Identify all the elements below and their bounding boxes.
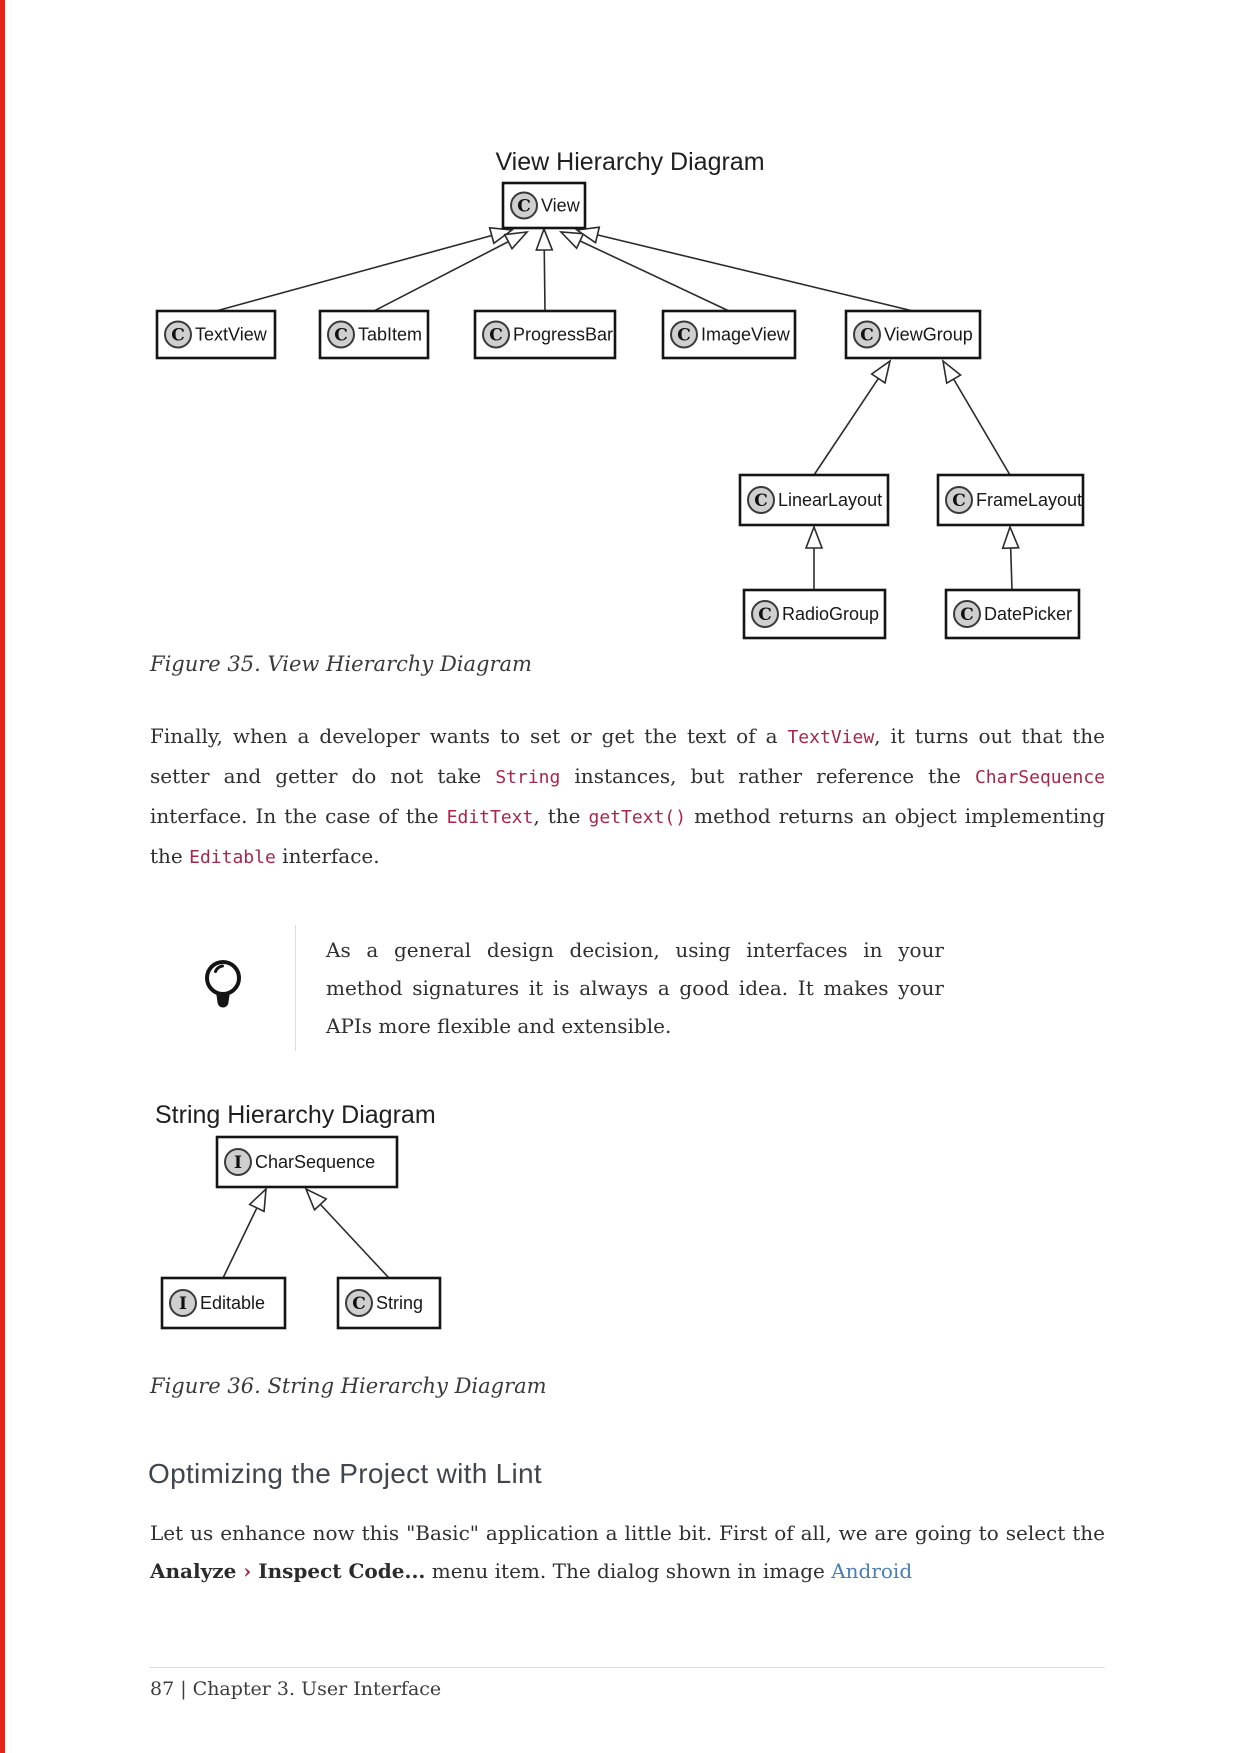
icon-letter: C (758, 605, 772, 625)
figure-35-caption: Figure 35. View Hierarchy Diagram (150, 652, 532, 676)
uml-class-label: RadioGroup (782, 604, 880, 624)
inheritance-arrow (216, 230, 512, 311)
tip-admonition (150, 925, 1105, 1051)
inline-caret: › (236, 1559, 259, 1583)
uml-class-label: CharSequence (255, 1152, 376, 1172)
uml-class-label: ViewGroup (884, 324, 973, 345)
inline-text: interface. In the case of the (150, 804, 447, 828)
uml-class-node (217, 1137, 397, 1187)
uml-class-node (938, 475, 1083, 525)
uml-class-node (320, 311, 428, 358)
uml-class-node (157, 311, 275, 358)
icon-letter: C (860, 325, 874, 346)
diagram-title: View Hierarchy Diagram (495, 148, 765, 176)
page-footer: 87 | Chapter 3. User Interface (150, 1678, 442, 1700)
icon-letter: C (677, 325, 691, 346)
icon-letter: C (754, 491, 768, 511)
inline-code: EditText (446, 807, 534, 828)
section-heading: Optimizing the Project with Lint (148, 1458, 542, 1489)
inheritance-arrow (943, 361, 1010, 475)
icon-letter: C (952, 491, 966, 511)
uml-class-node (744, 590, 885, 638)
inline-bold: Inspect Code... (258, 1559, 426, 1583)
inheritance-arrow (1010, 527, 1012, 590)
inheritance-arrow (561, 232, 729, 311)
icon-letter: C (517, 196, 531, 217)
view-hierarchy-diagram (0, 118, 1240, 646)
inline-code: Editable (189, 847, 276, 868)
inline-text: Finally, when a developer wants to set or get the text of a (150, 724, 788, 748)
icon-letter: I (234, 1153, 242, 1173)
inline-code: CharSequence (974, 767, 1105, 788)
uml-class-label: ImageView (701, 324, 790, 345)
uml-class-label: LinearLayout (778, 490, 883, 510)
uml-class-label: ProgressBar (513, 324, 614, 345)
uml-class-label: DatePicker (984, 604, 1073, 624)
android-link[interactable]: Android (831, 1559, 913, 1583)
uml-class-node (663, 311, 795, 358)
uml-class-node (846, 311, 980, 358)
inline-text: , the (533, 804, 589, 828)
icon-letter: C (960, 605, 974, 625)
uml-class-node (162, 1278, 285, 1328)
inline-code: String (495, 767, 561, 788)
inline-text: instances, but rather reference the (560, 764, 975, 788)
inline-text: interface. (275, 844, 380, 868)
footer-divider (150, 1667, 1105, 1668)
uml-class-label: View (541, 195, 580, 216)
inheritance-arrow (374, 232, 527, 311)
body-paragraph (150, 1514, 1105, 1590)
body-paragraph (150, 717, 1105, 877)
icon-letter: C (352, 1294, 366, 1314)
inheritance-arrow (306, 1189, 389, 1278)
uml-class-label: TabItem (358, 324, 423, 345)
uml-class-label: String (376, 1293, 424, 1313)
inline-code: getText() (588, 807, 687, 828)
lightbulb-icon (200, 956, 246, 1020)
string-hierarchy-diagram (0, 1085, 1240, 1340)
uml-class-label: TextView (195, 324, 267, 345)
inline-text: Let us enhance now this "Basic" application a little bit. First of all, we are going to select the (150, 1521, 1105, 1545)
uml-class-label: FrameLayout (976, 490, 1083, 510)
uml-class-node (503, 183, 585, 228)
inline-text: menu item. The dialog shown in image (425, 1559, 832, 1583)
inheritance-arrow (577, 230, 913, 311)
tip-icon-cell (150, 925, 295, 1051)
inline-text: , it turns out that the setter and getter do not take (150, 724, 1105, 788)
uml-class-label: Editable (200, 1293, 266, 1313)
inheritance-arrow (814, 361, 890, 475)
uml-class-node (338, 1278, 440, 1328)
icon-letter: I (179, 1294, 187, 1314)
icon-letter: C (171, 325, 185, 346)
inline-bold: Analyze (150, 1559, 237, 1583)
inline-code: TextView (787, 727, 875, 748)
tip-text: As a general design decision, using interfaces in your method signatures it is always a good idea. It makes your APIs more flexible and extensible. (295, 925, 944, 1051)
icon-letter: C (489, 325, 503, 346)
diagram-title: String Hierarchy Diagram (155, 1101, 436, 1129)
inheritance-arrow (223, 1189, 266, 1278)
uml-class-node (475, 311, 615, 358)
uml-class-node (946, 590, 1079, 638)
uml-class-node (740, 475, 888, 525)
inline-text: method returns an object implementing the (150, 804, 1105, 868)
figure-36-caption: Figure 36. String Hierarchy Diagram (150, 1374, 547, 1398)
inheritance-arrow (544, 229, 545, 311)
icon-letter: C (334, 325, 348, 346)
